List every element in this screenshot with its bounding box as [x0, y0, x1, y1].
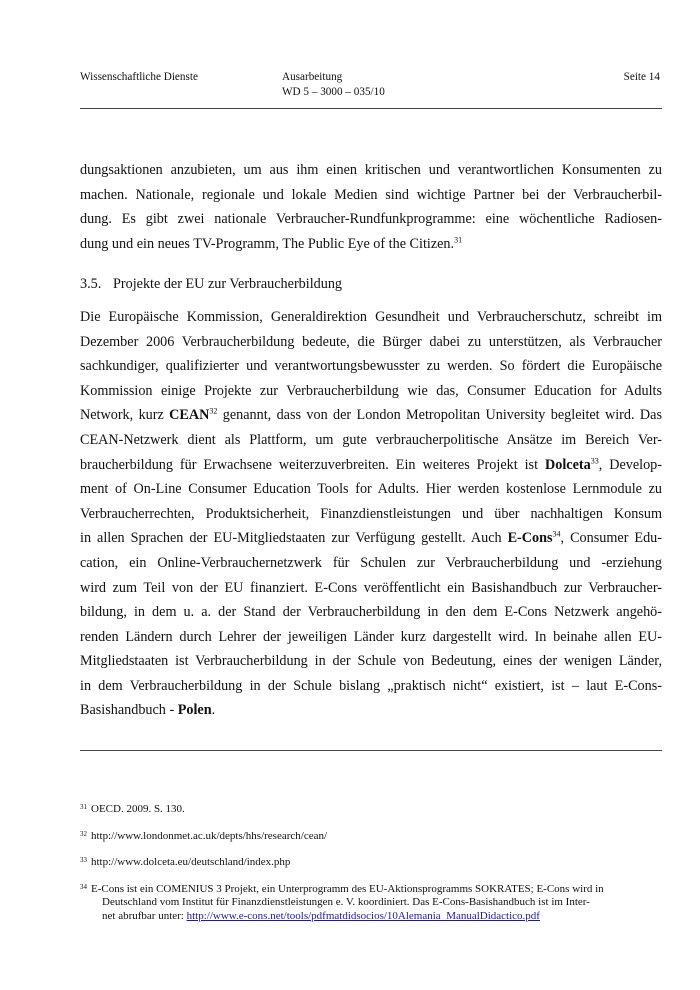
econs-term: E-Cons: [507, 530, 553, 547]
header-divider: [80, 108, 662, 109]
page-header: [80, 70, 662, 110]
text-line: bildung, in dem u. a. der Stand der Verbraucherbildung in den dem E-Cons Netzwerk angehö-: [80, 604, 662, 621]
text-line-content: dung und ein neues TV-Programm, The Public Eye of the Citizen.: [80, 235, 455, 252]
footnote-ref-32[interactable]: 32: [209, 406, 218, 416]
text-line: Dezember 2006 Verbraucherbildung bedeute, die Bürger dabei zu unterstützen, als Verbraucher: [80, 333, 662, 350]
footnote-32: [80, 830, 662, 844]
header-doc-number: WD 5 – 3000 – 035/10: [282, 86, 385, 98]
footnote-number: 34: [80, 882, 87, 891]
page-number: Seite 14: [623, 71, 660, 83]
text-line: Die Europäische Kommission, Generaldirektion Gesundheit und Verbraucherschutz, schreibt im: [80, 308, 662, 325]
section-heading: [80, 272, 662, 297]
text-line: renden Ländern durch Lehrer der jeweiligen Länder kurz dargestellt wird. In beinahe allen EU-: [80, 628, 662, 645]
footnote-number: 31: [80, 803, 87, 811]
text-line: sachkundiger, qualifizierter und verantwortungsbewusster zu werden. So fördert die Europäische: [80, 358, 662, 375]
footnote-34: [80, 883, 662, 924]
footnote-ref-31[interactable]: 31: [454, 235, 463, 245]
header-document-type: [282, 70, 385, 100]
header-institution: Wissenschaftliche Dienste: [80, 71, 198, 83]
text-fragment: in allen Sprachen der EU-Mitgliedstaaten zur Verfügung gestellt. Auch: [80, 530, 508, 547]
text-line: Verbraucherrechten, Produktsicherheit, Finanzdienstleistungen und über nachhaltigen Konsum: [80, 505, 662, 522]
text-fragment: Basishandbuch -: [80, 702, 178, 719]
footnote-text-line: Deutschland vom Institut für Finanzdienstleistungen e. V. koordiniert. Das E-Cons-Basishandbuch ist im Inter-: [102, 896, 590, 908]
econs-manual-link[interactable]: http://www.e-cons.net/tools/pdfmatdidsocios/10Alemania_ManualDidactico.pdf: [186, 909, 540, 922]
text-fragment: genannt, dass von der London Metropolitan University begleitet wird. Das: [217, 407, 662, 424]
header-doc-label: Ausarbeitung: [282, 71, 343, 83]
footnote-ref-33[interactable]: 33: [590, 455, 599, 465]
footnotes: [80, 803, 662, 936]
text-fragment: Network, kurz: [80, 407, 170, 424]
text-line: [80, 403, 662, 428]
footnote-text-line: [91, 910, 540, 922]
text-line: ment of On-Line Consumer Education Tools for Adults. Hier werden kostenlose Lernmodule zu: [80, 481, 662, 498]
document-body: [80, 158, 662, 723]
footnote-ref-34[interactable]: 34: [552, 529, 561, 539]
text-line: [80, 526, 662, 551]
text-line: [80, 453, 662, 478]
text-line: Mitgliedstaaten ist Verbraucherbildung in der Schule von Bedeutung, eines der wenigen Länder,: [80, 653, 662, 670]
paragraph-eu-projects: [80, 305, 662, 723]
paragraph-continuation: [80, 158, 662, 256]
text-fragment: .: [211, 702, 216, 719]
text-line: in dem Verbraucherbildung in der Schule bislang „praktisch nicht“ existiert, ist – laut E-Cons-: [80, 677, 662, 694]
text-fragment: braucherbildung für Erwachsene weiterzuverbreiten. Ein weiteres Projekt ist: [80, 456, 545, 473]
section-title: Projekte der EU zur Verbraucherbildung: [113, 276, 343, 293]
text-line: dungsaktionen anzubieten, um aus ihm einen kritischen und verantwortlichen Konsumenten zu: [80, 162, 662, 178]
text-line: [80, 698, 662, 723]
footnote-number: 33: [80, 856, 87, 864]
footnote-33: [80, 856, 662, 870]
footnote-divider: [80, 750, 662, 751]
text-line: machen. Nationale, regionale und lokale Medien sind wichtige Partner bei der Verbraucherbil-: [80, 186, 662, 203]
footnote-text-line: E-Cons ist ein COMENIUS 3 Projekt, ein Unterprogramm des EU-Aktionsprogramms SOKRATES; E-Cons wird in: [91, 882, 604, 895]
section-number: 3.5.: [80, 276, 102, 293]
text-fragment: net abrufbar unter:: [102, 909, 187, 922]
cean-term: CEAN: [169, 407, 210, 424]
poland-term: Polen: [177, 702, 212, 719]
text-line: CEAN-Netzwerk dient als Plattform, um gute verbraucherpolitische Ansätze im Bereich Ver-: [80, 431, 662, 448]
text-line: cation, ein Online-Verbrauchernetzwerk für Schulen zur Verbraucherbildung und -erziehung: [80, 554, 662, 571]
footnote-31: [80, 803, 662, 817]
text-line: Kommission einige Projekte zur Verbraucherbildung wie das, Consumer Education for Adults: [80, 382, 662, 399]
footnote-number: 32: [80, 829, 87, 838]
footnote-url: http://www.londonmet.ac.uk/depts/hhs/research/cean/: [91, 829, 328, 842]
text-line: [80, 232, 662, 257]
text-fragment: , Develop-: [598, 456, 662, 473]
text-line: dung. Es gibt zwei nationale Verbraucher-Rundfunkprogramme: eine wöchentliche Radiosen-: [80, 211, 662, 228]
footnote-text: OECD. 2009. S. 130.: [91, 803, 185, 815]
text-fragment: , Consumer Edu-: [560, 530, 662, 547]
text-line: wird zum Teil von der EU finanziert. E-Cons veröffentlicht ein Basishandbuch zur Verbraucher-: [80, 579, 662, 596]
footnote-url: http://www.dolceta.eu/deutschland/index.php: [91, 856, 291, 868]
dolceta-term: Dolceta: [544, 456, 591, 473]
